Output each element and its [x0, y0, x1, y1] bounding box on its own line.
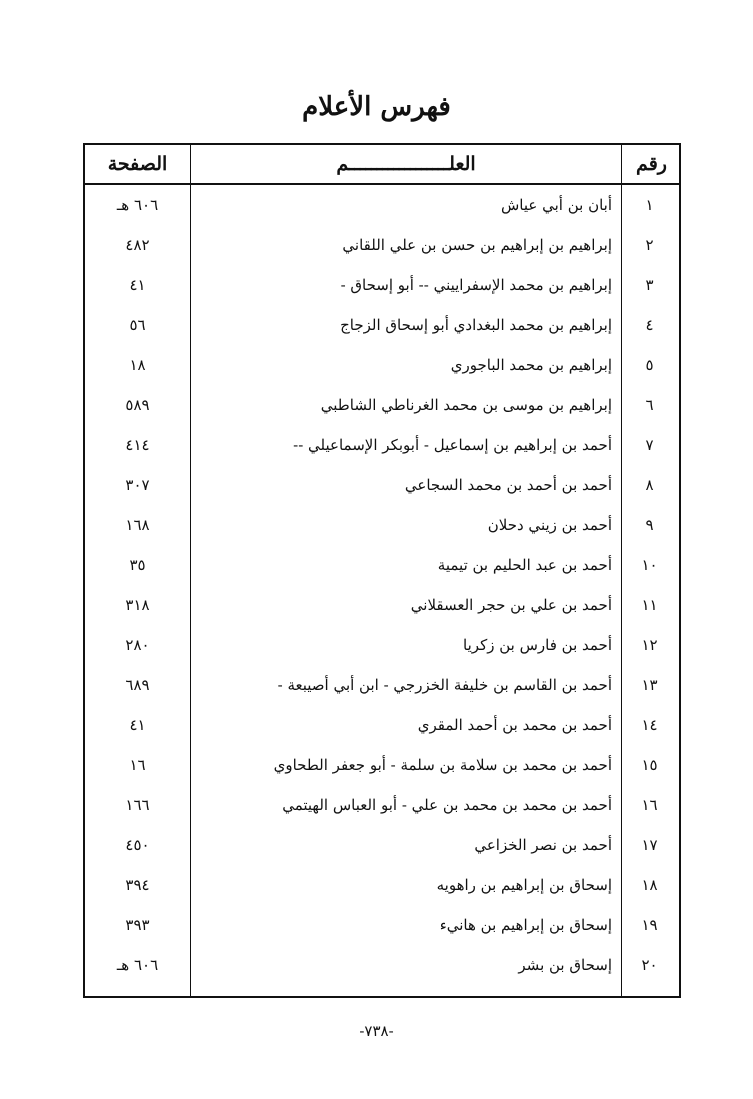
table-row [85, 705, 679, 745]
row-page: ٢٨٠ [125, 636, 150, 654]
index-table [83, 143, 681, 998]
row-number: ١٣ [641, 676, 658, 694]
table-row [85, 865, 679, 905]
row-number: ١٠ [641, 556, 658, 574]
row-page: ٣١٨ [125, 596, 150, 614]
row-name: أبان بن أبي عياش [500, 196, 612, 214]
header-number: رقم [636, 153, 667, 175]
row-name: أحمد بن فارس بن زكريا [463, 636, 612, 654]
table-row [85, 905, 679, 945]
row-name: إبراهيم بن محمد الباجوري [450, 356, 612, 374]
row-number: ٣ [645, 276, 654, 294]
table-row [85, 945, 679, 985]
row-page: ١٦ [129, 756, 146, 774]
row-number: ١٧ [641, 836, 658, 854]
row-number: ٧ [645, 436, 654, 454]
row-page: ٣٠٧ [125, 476, 150, 494]
table-row [85, 265, 679, 305]
header-page: الصفحة [107, 153, 168, 175]
row-number: ١١ [641, 596, 658, 614]
row-page: ٣٩٣ [125, 916, 150, 934]
table-row [85, 225, 679, 265]
table-body [85, 185, 679, 985]
row-name: إسحاق بن إبراهيم بن هانيء [439, 916, 612, 934]
row-page: ٤١٤ [125, 436, 150, 454]
table-row [85, 825, 679, 865]
table-row [85, 585, 679, 625]
row-name: أحمد بن محمد بن سلامة بن سلمة - أبو جعفر الطحاوي [273, 756, 612, 774]
header-name: العلــــــــــــــــــم [336, 153, 476, 175]
row-name: إبراهيم بن محمد البغدادي أبو إسحاق الزجاج [340, 316, 612, 334]
table-row [85, 185, 679, 225]
table-row [85, 665, 679, 705]
row-name: أحمد بن أحمد بن محمد السجاعي [404, 476, 612, 494]
row-name: أحمد بن القاسم بن خليفة الخزرجي - ابن أبي أصيبعة - [277, 676, 612, 694]
row-page: ١٦٦ [125, 796, 150, 814]
row-name: أحمد بن زيني دحلان [487, 516, 612, 534]
row-number: ٢٠ [641, 956, 658, 974]
table-row [85, 385, 679, 425]
table-row [85, 625, 679, 665]
row-number: ٢ [645, 236, 654, 254]
row-number: ١٢ [641, 636, 658, 654]
row-name: إبراهيم بن موسى بن محمد الغرناطي الشاطبي [320, 396, 612, 414]
row-name: إبراهيم بن محمد الإسفراييني -- أبو إسحاق - [340, 276, 612, 294]
row-page: ٤٨٢ [125, 236, 150, 254]
table-row [85, 345, 679, 385]
row-number: ١٦ [641, 796, 658, 814]
row-number: ١٥ [641, 756, 658, 774]
row-number: ٦ [645, 396, 654, 414]
row-page: ٦٠٦ هـ [116, 956, 159, 974]
row-number: ٥ [645, 356, 654, 374]
row-number: ٤ [645, 316, 654, 334]
table-row [85, 465, 679, 505]
row-name: إسحاق بن بشر [518, 956, 612, 974]
row-number: ١٨ [641, 876, 658, 894]
row-name: أحمد بن عبد الحليم بن تيمية [437, 556, 612, 574]
row-page: ٤٥٠ [125, 836, 150, 854]
row-number: ١ [645, 196, 654, 214]
row-page: ٤١ [129, 276, 146, 294]
row-name: إبراهيم بن إبراهيم بن حسن بن علي اللقاني [342, 236, 612, 254]
table-row [85, 505, 679, 545]
row-number: ٩ [645, 516, 654, 534]
row-page: ٤١ [129, 716, 146, 734]
table-row [85, 785, 679, 825]
row-number: ٨ [645, 476, 654, 494]
row-page: ٥٦ [129, 316, 146, 334]
table-row [85, 425, 679, 465]
row-name: أحمد بن محمد بن محمد بن علي - أبو العباس الهيتمي [282, 796, 612, 814]
row-number: ١٩ [641, 916, 658, 934]
page-number: -٧٣٨- [359, 1022, 394, 1040]
table-row [85, 545, 679, 585]
row-page: ٥٨٩ [125, 396, 150, 414]
row-name: إسحاق بن إبراهيم بن راهويه [436, 876, 612, 894]
row-name: أحمد بن إبراهيم بن إسماعيل - أبوبكر الإسماعيلي -- [293, 436, 612, 454]
table-row [85, 305, 679, 345]
table-row [85, 745, 679, 785]
row-name: أحمد بن محمد بن أحمد المقري [417, 716, 612, 734]
page-title: فهرس الأعلام [302, 92, 451, 122]
row-number: ١٤ [641, 716, 658, 734]
row-name: أحمد بن علي بن حجر العسقلاني [410, 596, 612, 614]
row-page: ١٦٨ [125, 516, 150, 534]
row-page: ٦٠٦ هـ [116, 196, 159, 214]
row-page: ٦٨٩ [125, 676, 150, 694]
row-name: أحمد بن نصر الخزاعي [474, 836, 612, 854]
row-page: ٣٥ [129, 556, 146, 574]
row-page: ٣٩٤ [125, 876, 150, 894]
row-page: ١٨ [129, 356, 146, 374]
